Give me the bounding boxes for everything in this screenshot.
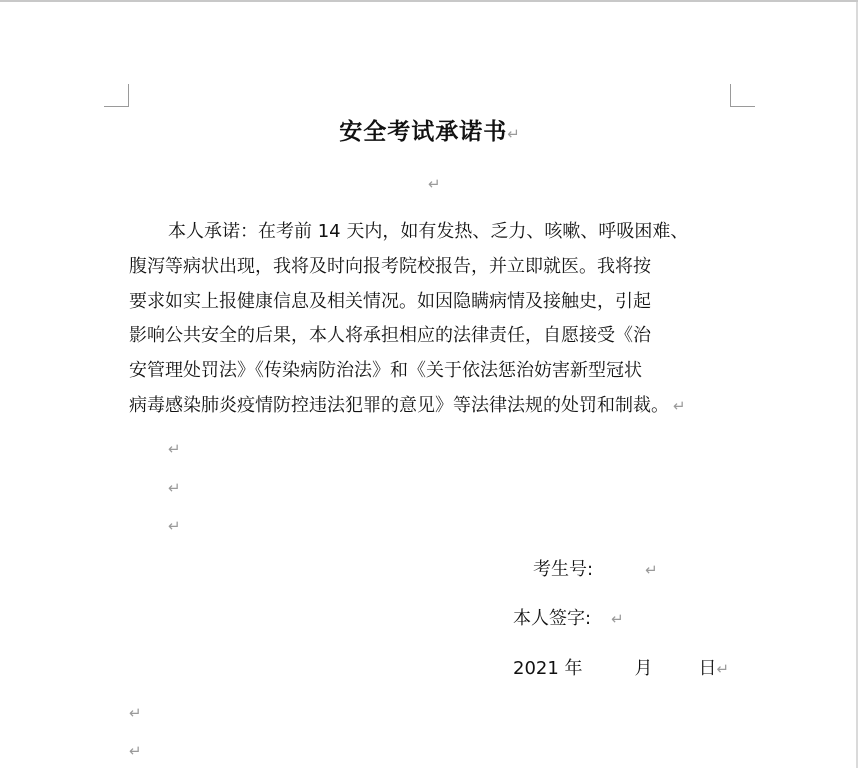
date-month: 月	[634, 658, 653, 679]
empty-paragraph[interactable]	[168, 478, 181, 498]
margin-corner-top-right	[730, 84, 755, 107]
body-line-2[interactable]: 腹泻等病状出现，我将及时向报考院校报告，并立即就医。我将按	[129, 256, 651, 277]
paragraph-mark-icon: ↵	[428, 175, 441, 193]
paragraph-mark-icon: ↵	[673, 397, 686, 415]
document-title[interactable]	[130, 116, 730, 150]
body-line-6[interactable]	[129, 394, 686, 418]
body-line-6-text: 病毒感染肺炎疫情防控违法犯罪的意见》等法律法规的处罚和制裁。	[129, 395, 669, 416]
date-line[interactable]	[513, 657, 729, 681]
paragraph-mark-icon: ↵	[716, 660, 730, 678]
exam-number-label: 考生号:	[533, 559, 594, 580]
paragraph-mark-icon: ↵	[168, 479, 181, 497]
empty-paragraph[interactable]	[129, 741, 142, 761]
body-line-3[interactable]: 要求如实上报健康信息及相关情况。如因隐瞒病情及接触史，引起	[129, 291, 651, 312]
paragraph-mark-icon: ↵	[129, 742, 142, 760]
margin-corner-top-left	[104, 84, 129, 107]
paragraph-mark-icon: ↵	[129, 704, 142, 722]
empty-paragraph[interactable]	[129, 703, 142, 723]
body-line-1[interactable]: 本人承诺：在考前 14 天内，如有发热、乏力、咳嗽、呼吸困难、	[168, 221, 689, 242]
exam-number-line[interactable]	[533, 558, 658, 582]
signature-label: 本人签字:	[513, 608, 592, 629]
paragraph-mark-icon: ↵	[168, 440, 181, 458]
signature-line[interactable]	[513, 607, 624, 631]
paragraph-mark-icon: ↵	[611, 610, 624, 628]
paragraph-mark-icon: ↵	[168, 517, 181, 535]
date-year: 2021 年	[513, 658, 583, 679]
body-line-5[interactable]: 安管理处罚法》《传染病防治法》和《关于依法惩治妨害新型冠状	[129, 360, 642, 381]
body-line-4[interactable]: 影响公共安全的后果，本人将承担相应的法律责任，自愿接受《治	[129, 325, 651, 346]
date-day: 日	[698, 658, 717, 679]
paragraph-mark-icon: ↵	[645, 561, 658, 579]
empty-paragraph[interactable]	[168, 516, 181, 536]
empty-paragraph[interactable]	[428, 174, 441, 194]
paragraph-mark-icon: ↵	[507, 125, 521, 143]
document-title-text: 安全考试承诺书	[339, 119, 508, 145]
empty-paragraph[interactable]	[168, 439, 181, 459]
